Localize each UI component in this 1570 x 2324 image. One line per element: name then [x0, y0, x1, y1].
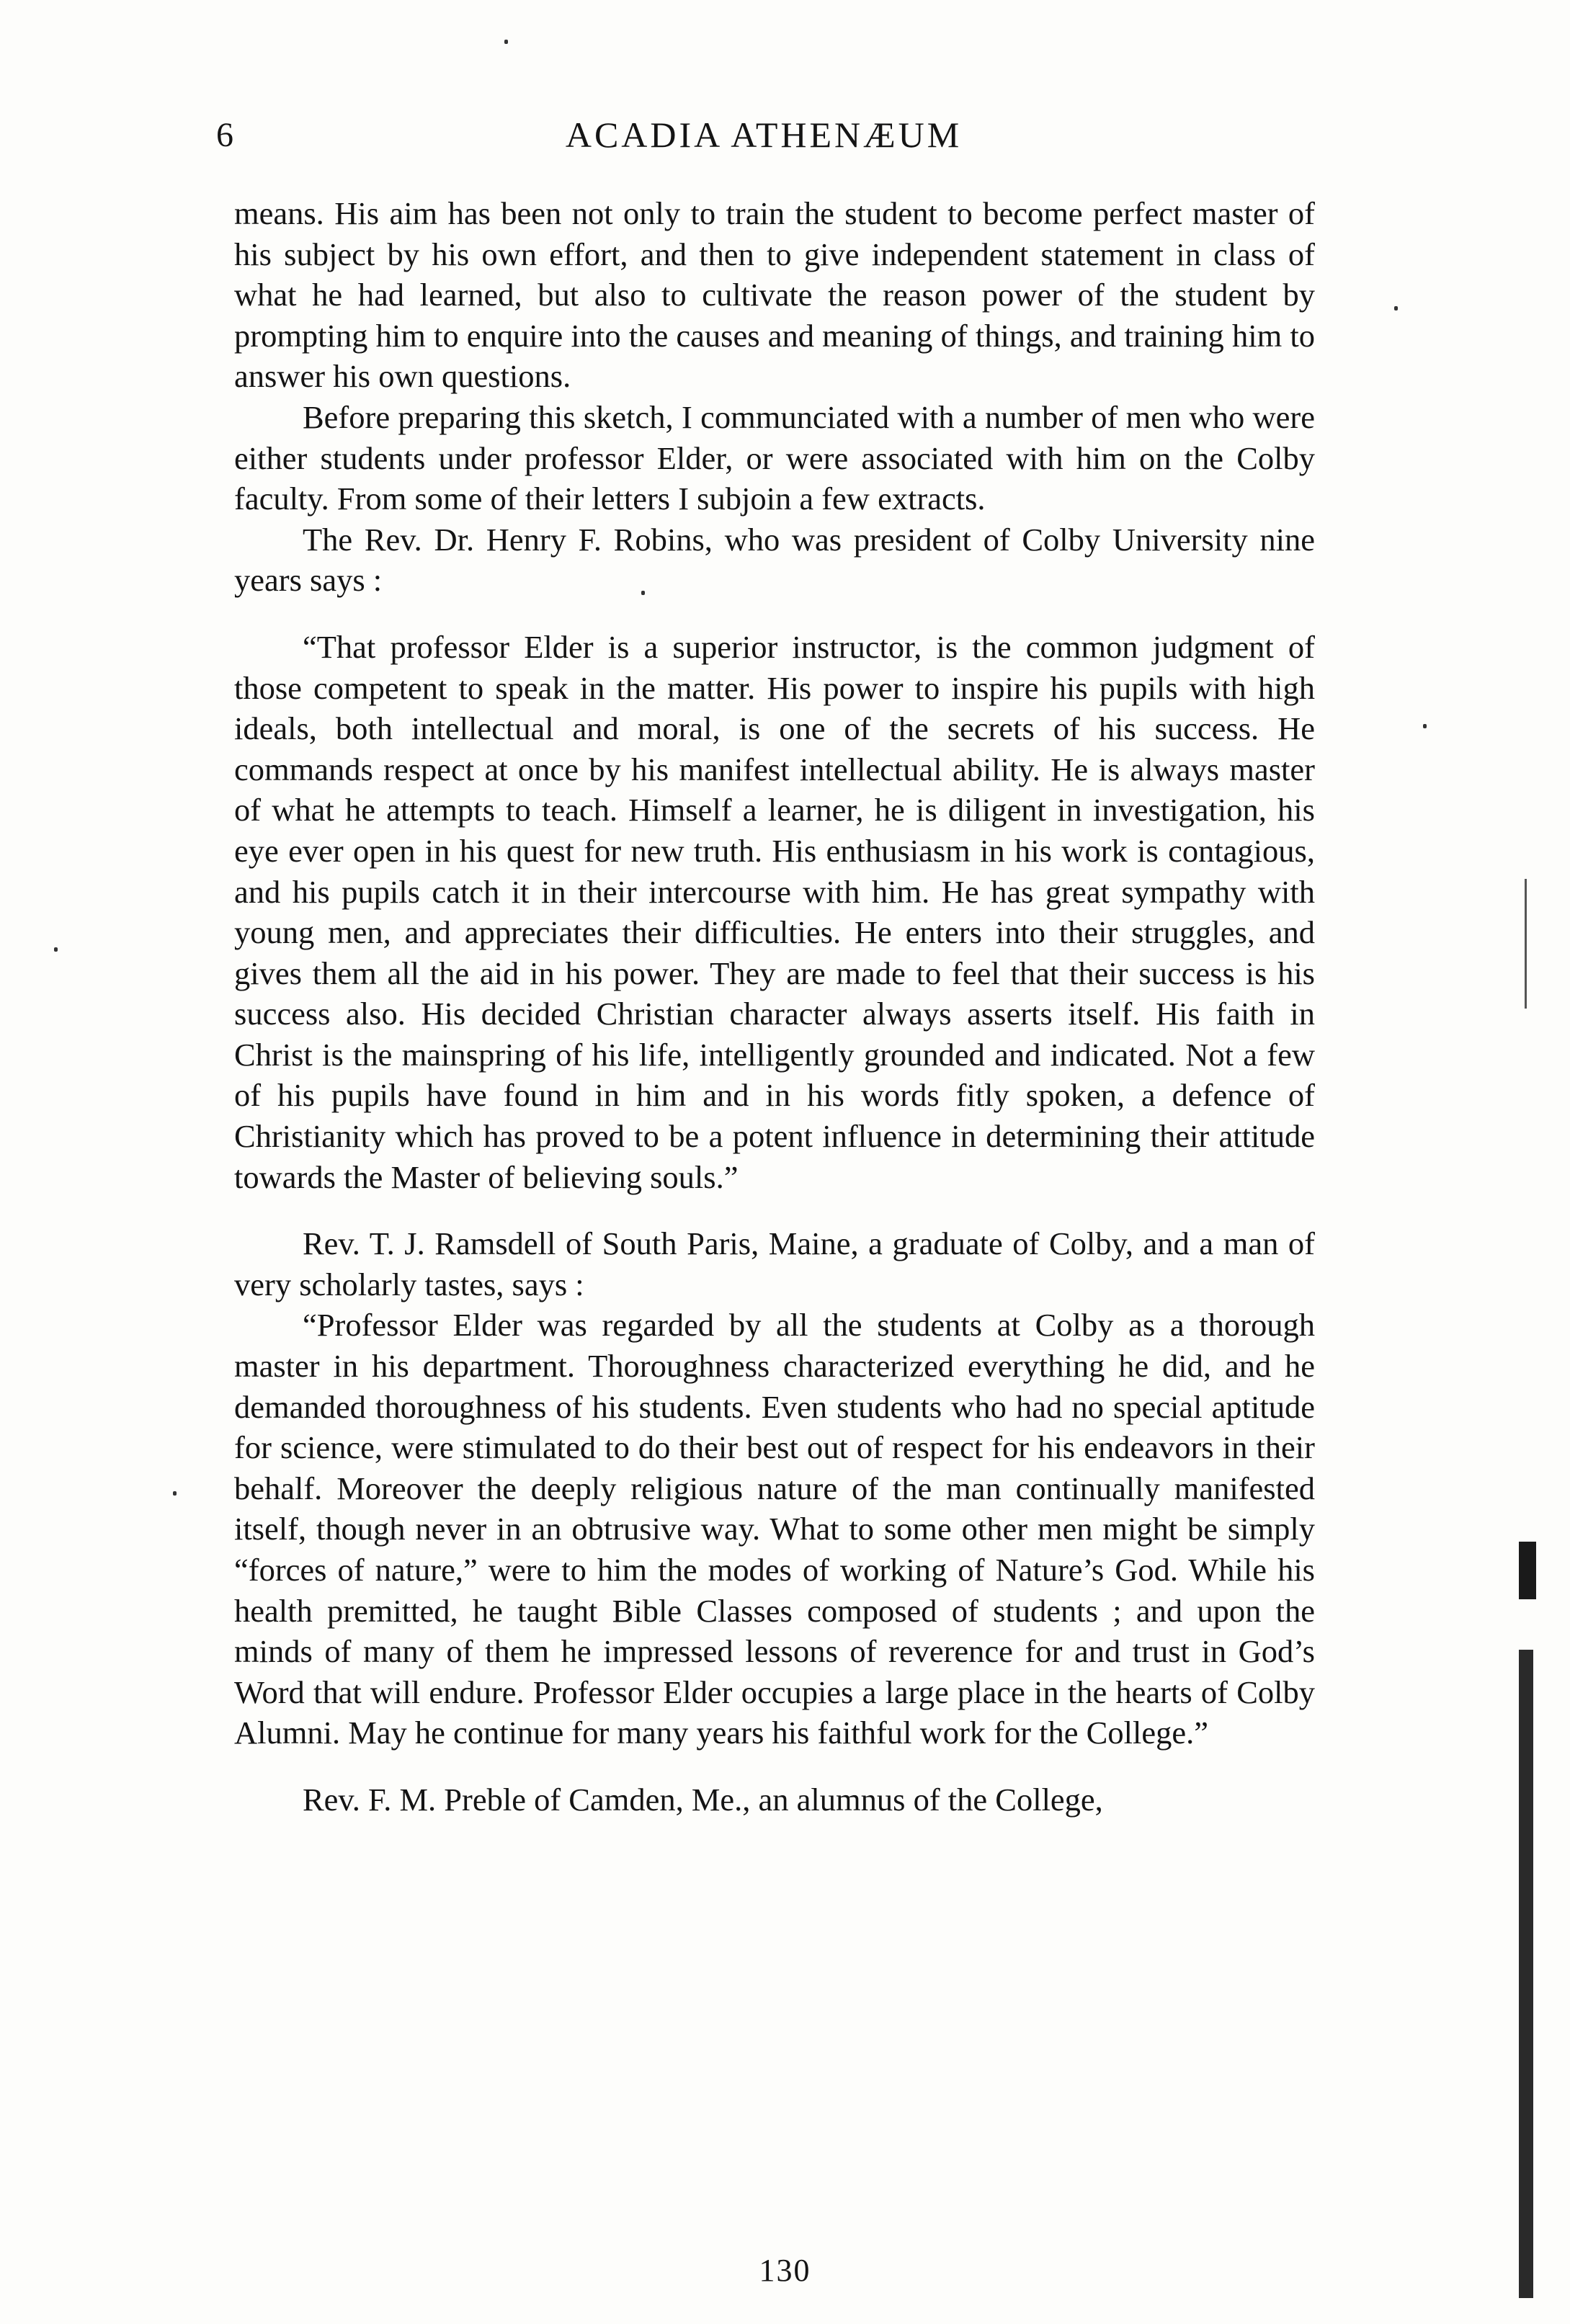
folio-number: 130 [759, 2253, 811, 2288]
scan-speck [641, 591, 645, 595]
body-text [234, 193, 1315, 1820]
running-title: ACADIA ATHENÆUM [565, 115, 963, 155]
scan-edge-mark [1519, 1650, 1533, 2298]
quote-robins: “That professor Elder is a superior instructor, is the common judgment of those competent to speak in the matter. His power to inspire his pupils with high ideals, both intellectual and moral, is one of the secrets of his success. He commands respect at once by his manifest intellectual ability. He is always master of what he attempts to teach. Himself a learner, he is diligent in investigation, his eye ever open in his quest for new truth. His enthusiasm in his work is contagious, and his pupils catch it in their intercourse with him. He has great sympathy with young men, and appreciates their difficulties. He enters into their struggles, and gives them all the aid in his power. They are made to feel that their success is his success also. His decided Christian character always asserts itself. His faith in Christ is the mainspring of his life, intelligently grounded and indicated. Not a few of his pupils have found in him and in his words fitly spoken, a defence of Christianity which has proved to be a potent influence in determining their attitude towards the Master of believing souls.” [234, 628, 1315, 1195]
quote-ramsdell: “Professor Elder was regarded by all the students at Colby as a thorough master in his department. Thoroughness characterized everything he did, and he demanded thoroughness of his students. Even students who had no special aptitude for science, were stimulated to do their best out of respect for his endeavors in their behalf. Moreover the deeply religious nature of the man continually manifested itself, though never in an obtrusive way. What to some other men might be simply “forces of nature,” were to him the modes of working of Nature’s God. While his health premitted, he taught Bible Classes composed of students ; and upon the minds of many of them he impressed lessons of reverence for and trust in God’s Word that will endure. Professor Elder occupies a large place in the hearts of Colby Alumni. May he continue for many years his faithful work for the College.” [234, 1307, 1315, 1751]
page-number: 6 [216, 116, 233, 154]
scan-speck [1394, 306, 1398, 310]
paragraph-continuation: means. His aim has been not only to train the student to become perfect master of his subject by his own effort, and then to give independent statement in class of what he had learned, but also to cultivate the reason power of the student by prompting him to enquire into the causes and meaning of things, and training him to answer his own questions. [234, 195, 1315, 395]
scan-speck [1423, 724, 1427, 728]
scan-edge-mark [1519, 1542, 1536, 1599]
scan-edge-line [1525, 879, 1527, 1009]
paragraph-before-preparing: Before preparing this sketch, I communciated with a number of men who were either students under professor Elder, or were associated with him on the Colby faculty. From some of their letters I subjoin a few extracts. [234, 398, 1315, 517]
page-header [216, 108, 1311, 166]
scan-speck [504, 40, 508, 44]
scan-speck [173, 1491, 177, 1496]
paragraph-robins-intro: The Rev. Dr. Henry F. Robins, who was president of Colby University nine years says : [234, 521, 1315, 599]
scan-speck [54, 947, 58, 952]
paragraph-ramsdell-intro: Rev. T. J. Ramsdell of South Paris, Maine, a graduate of Colby, and a man of very scholarly tastes, says : [234, 1225, 1315, 1302]
paragraph-preble-intro: Rev. F. M. Preble of Camden, Me., an alumnus of the College, [303, 1781, 1103, 1818]
